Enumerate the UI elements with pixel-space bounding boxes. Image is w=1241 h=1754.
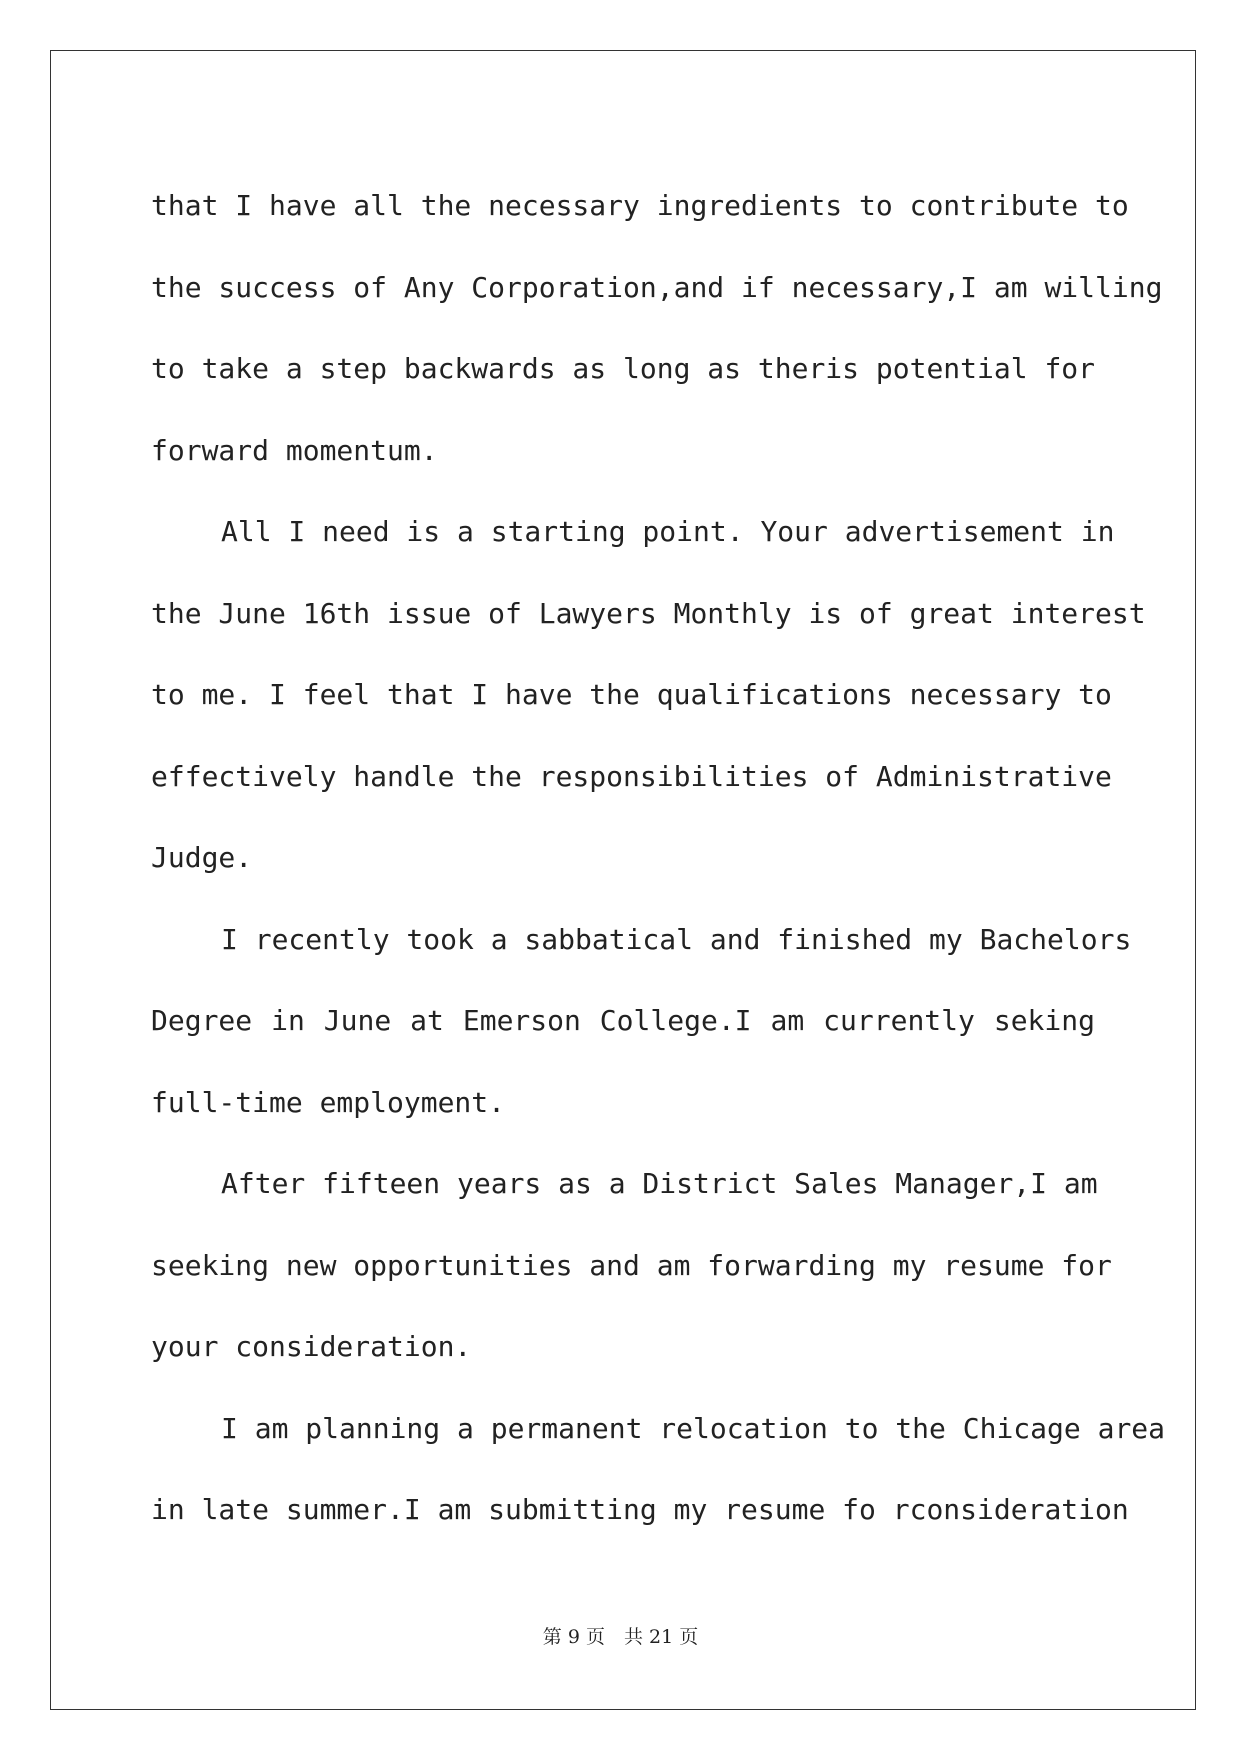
text-line: in late summer.I am submitting my resume fo rconsideration (151, 1493, 1129, 1526)
text-line: All I need is a starting point. Your advertisement in (221, 515, 1115, 548)
text-line: the success of Any Corporation,and if necessary,I am willing (151, 270, 1163, 304)
text-line: that I have all the necessary ingredients to contribute to (151, 189, 1129, 222)
text-line: full-time employment. (151, 1085, 506, 1119)
text-line: to me. I feel that I have the qualifications necessary to (151, 678, 1112, 711)
text-line: to take a step backwards as long as theris potential for (151, 352, 1096, 385)
text-line: forward momentum. (151, 433, 438, 467)
text-line: effectively handle the responsibilities of Administrative (151, 759, 1112, 793)
text-line: Degree in June at Emerson College.I am currently seking (151, 1004, 1095, 1037)
text-line: your consideration. (151, 1330, 472, 1363)
text-line: seeking new opportunities and am forwarding my resume for (151, 1248, 1112, 1282)
text-line: I am planning a permanent relocation to the Chicage area (221, 1411, 1166, 1445)
document-body (151, 165, 1166, 1551)
text-line: I recently took a sabbatical and finished my Bachelors (221, 922, 1132, 956)
text-line: After fifteen years as a District Sales Manager,I am (221, 1167, 1098, 1200)
text-line: the June 16th issue of Lawyers Monthly is of great interest (151, 596, 1146, 630)
text-line: Judge. (151, 841, 253, 874)
page-number-footer: 第 9 页 共 21 页 (542, 1626, 699, 1648)
